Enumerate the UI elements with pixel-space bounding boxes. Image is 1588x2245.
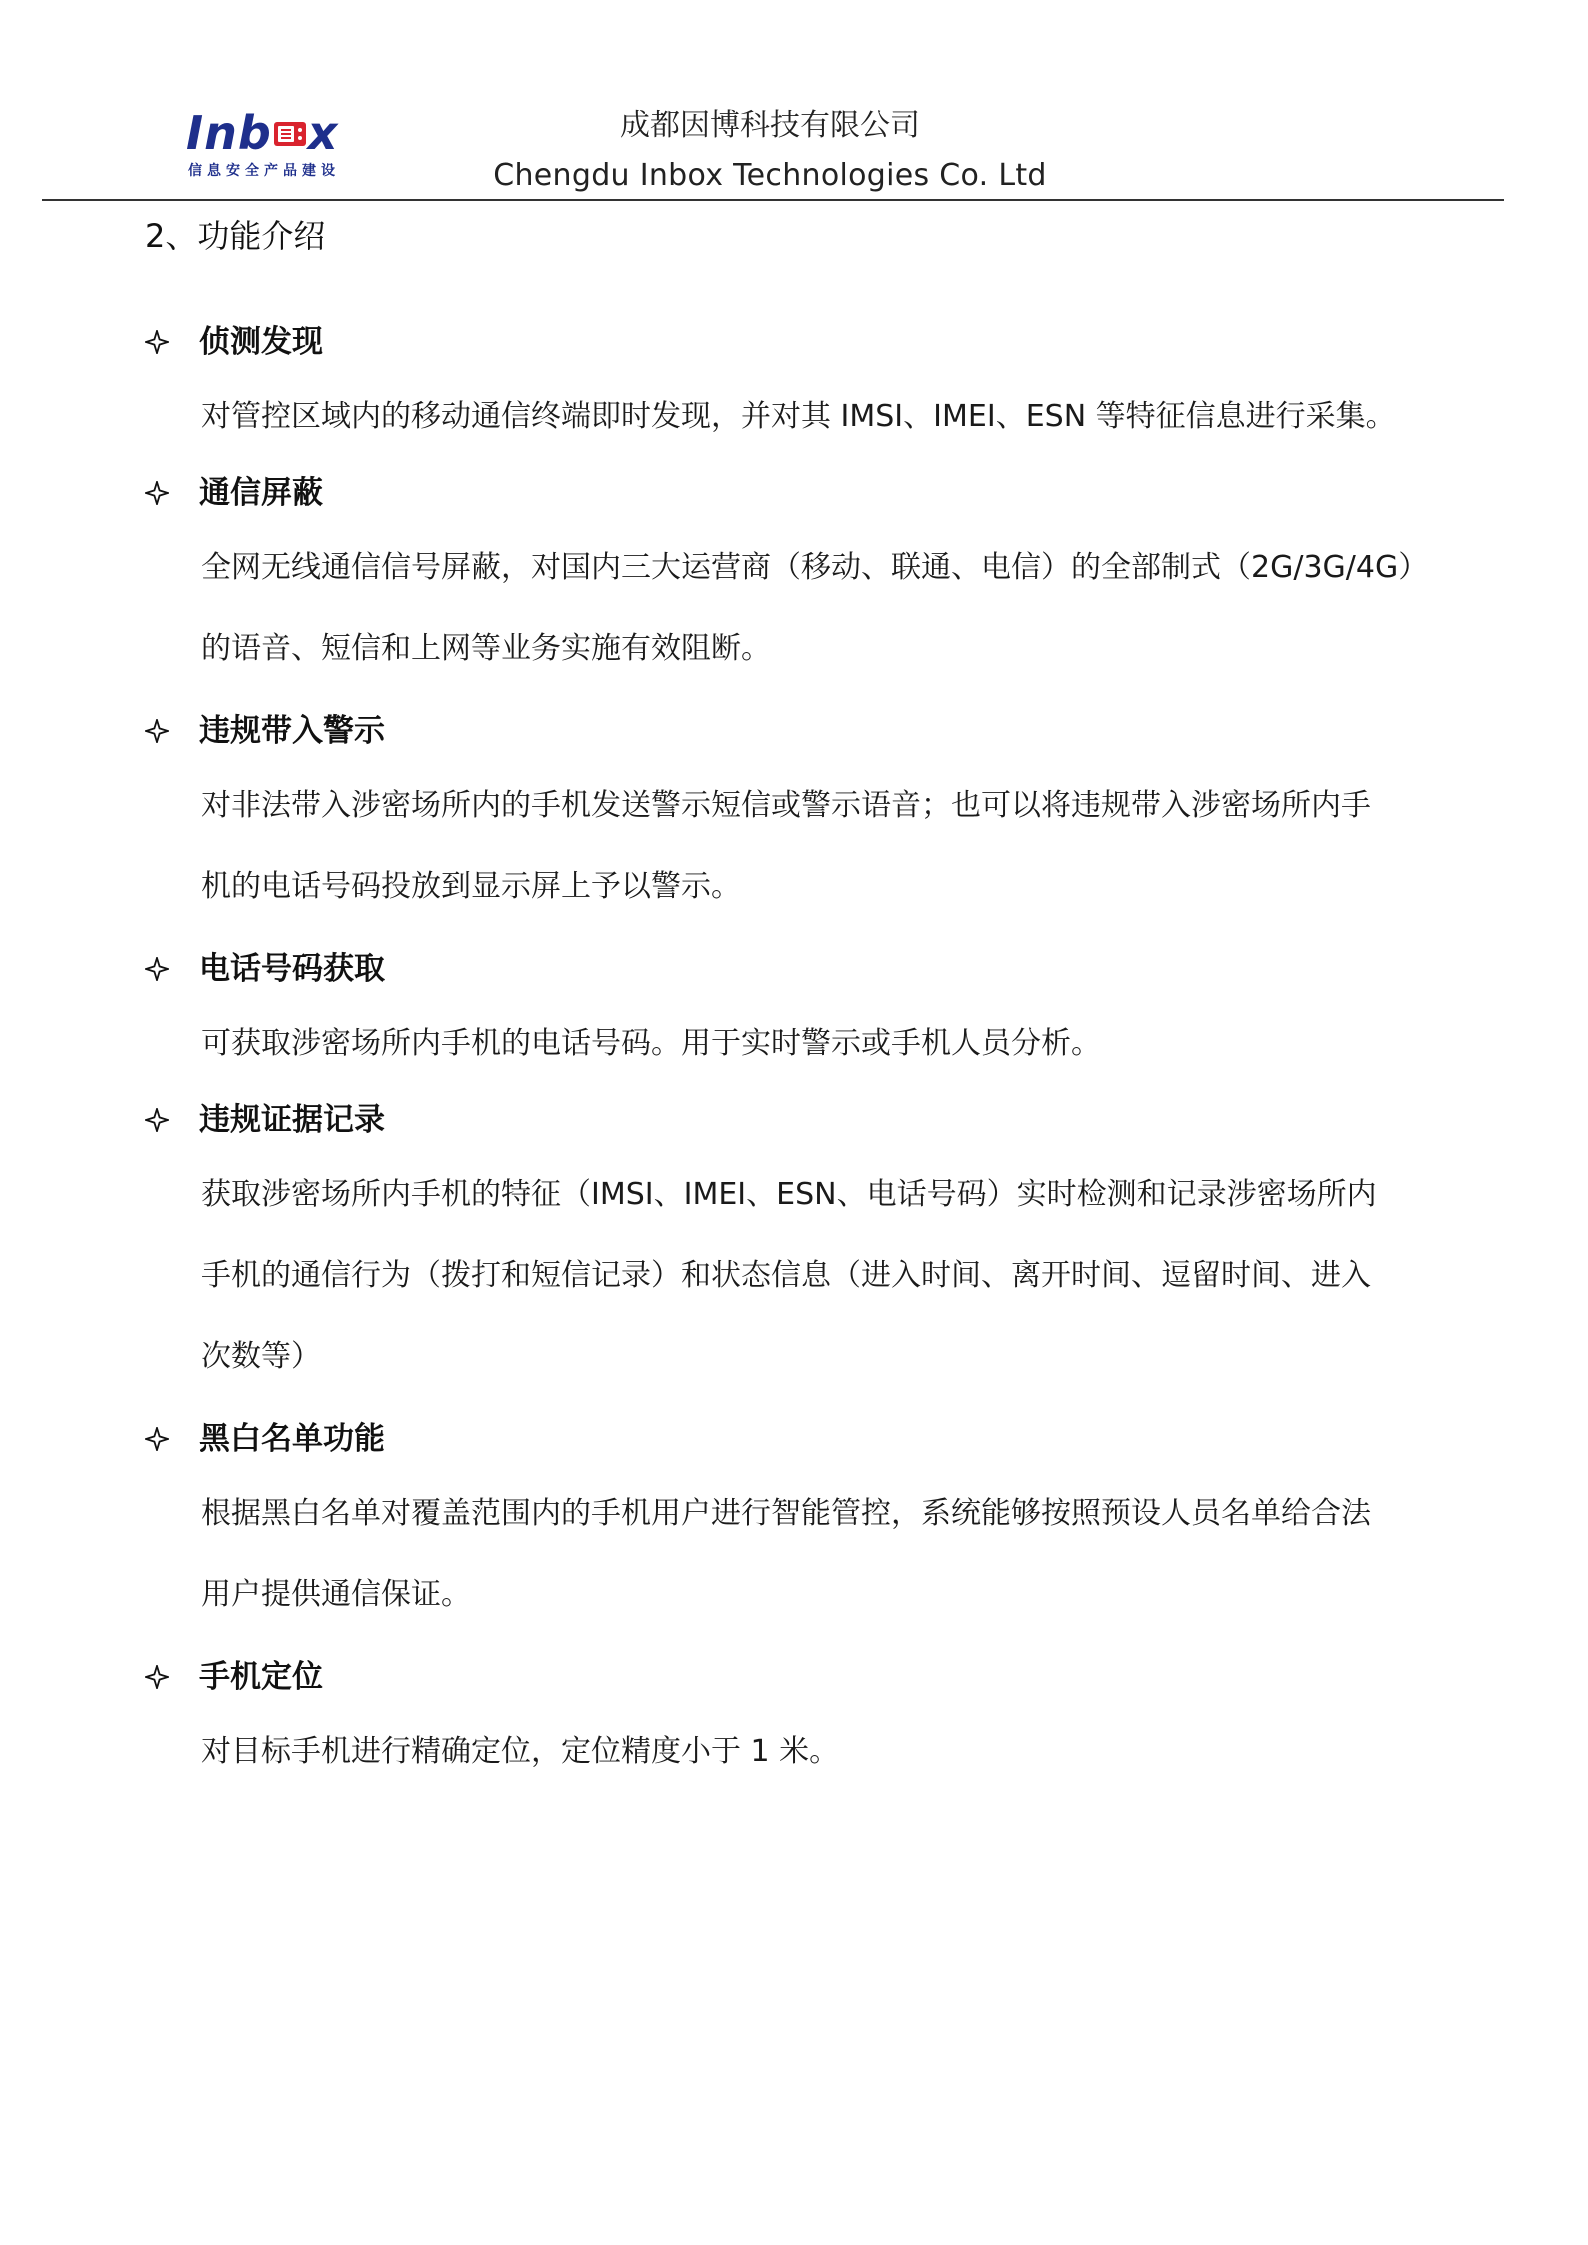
feature-title: 电话号码获取 [199, 951, 385, 987]
four-point-star-outline-icon [145, 1427, 169, 1451]
inbox-logo [186, 108, 366, 184]
feature-heading-phone-number [145, 945, 385, 993]
feature-heading-detection [145, 318, 323, 366]
section-title: 2、功能介绍 [145, 217, 326, 255]
feature-description-line: 获取涉密场所内手机的特征（IMSI、IMEI、ESN、电话号码）实时检测和记录涉密场所内 [201, 1177, 1377, 1212]
feature-description-line: 可获取涉密场所内手机的电话号码。用于实时警示或手机人员分析。 [201, 1026, 1101, 1061]
feature-title: 违规带入警示 [199, 713, 385, 749]
feature-title: 手机定位 [199, 1659, 323, 1695]
header-divider [42, 199, 1504, 201]
feature-description-line: 用户提供通信保证。 [201, 1577, 471, 1612]
feature-heading-evidence-record [145, 1096, 385, 1144]
logo-wordmark [186, 108, 338, 158]
page-header [0, 0, 1588, 200]
feature-description-line: 全网无线通信信号屏蔽，对国内三大运营商（移动、联通、电信）的全部制式（2G/3G/4G） [201, 550, 1429, 585]
logo-wordmark-prefix: Inb [186, 106, 272, 160]
four-point-star-outline-icon [145, 481, 169, 505]
feature-description-line: 对管控区域内的移动通信终端即时发现，并对其 IMSI、IMEI、ESN 等特征信息进行采集。 [201, 399, 1396, 434]
feature-heading-black-white-list [145, 1415, 385, 1463]
feature-description-line: 对非法带入涉密场所内的手机发送警示短信或警示语音；也可以将违规带入涉密场所内手 [201, 788, 1371, 823]
feature-title: 通信屏蔽 [199, 475, 323, 511]
feature-description-line: 机的电话号码投放到显示屏上予以警示。 [201, 869, 741, 904]
feature-title: 侦测发现 [199, 324, 323, 360]
feature-title: 黑白名单功能 [199, 1421, 385, 1457]
company-info [480, 104, 1060, 198]
four-point-star-outline-icon [145, 1108, 169, 1132]
four-point-star-outline-icon [145, 330, 169, 354]
feature-description-line: 对目标手机进行精确定位，定位精度小于 1 米。 [201, 1734, 840, 1769]
feature-description-line: 的语音、短信和上网等业务实施有效阻断。 [201, 631, 771, 666]
four-point-star-outline-icon [145, 719, 169, 743]
red-box-icon [273, 120, 307, 148]
logo-tagline: 信息安全产品建设 [188, 163, 340, 179]
feature-description-line: 根据黑白名单对覆盖范围内的手机用户进行智能管控，系统能够按照预设人员名单给合法 [201, 1496, 1371, 1531]
company-name-cn: 成都因博科技有限公司 [620, 108, 920, 143]
logo-wordmark-suffix: x [307, 106, 339, 160]
feature-title: 违规证据记录 [199, 1102, 385, 1138]
four-point-star-outline-icon [145, 957, 169, 981]
four-point-star-outline-icon [145, 1665, 169, 1689]
feature-description-line: 次数等） [201, 1339, 321, 1374]
feature-description-line: 手机的通信行为（拨打和短信记录）和状态信息（进入时间、离开时间、逗留时间、进入 [201, 1258, 1371, 1293]
feature-heading-jamming [145, 469, 323, 517]
feature-heading-violation-alert [145, 707, 385, 755]
feature-heading-phone-location [145, 1653, 323, 1701]
company-name-en: Chengdu Inbox Technologies Co. Ltd [493, 158, 1047, 193]
